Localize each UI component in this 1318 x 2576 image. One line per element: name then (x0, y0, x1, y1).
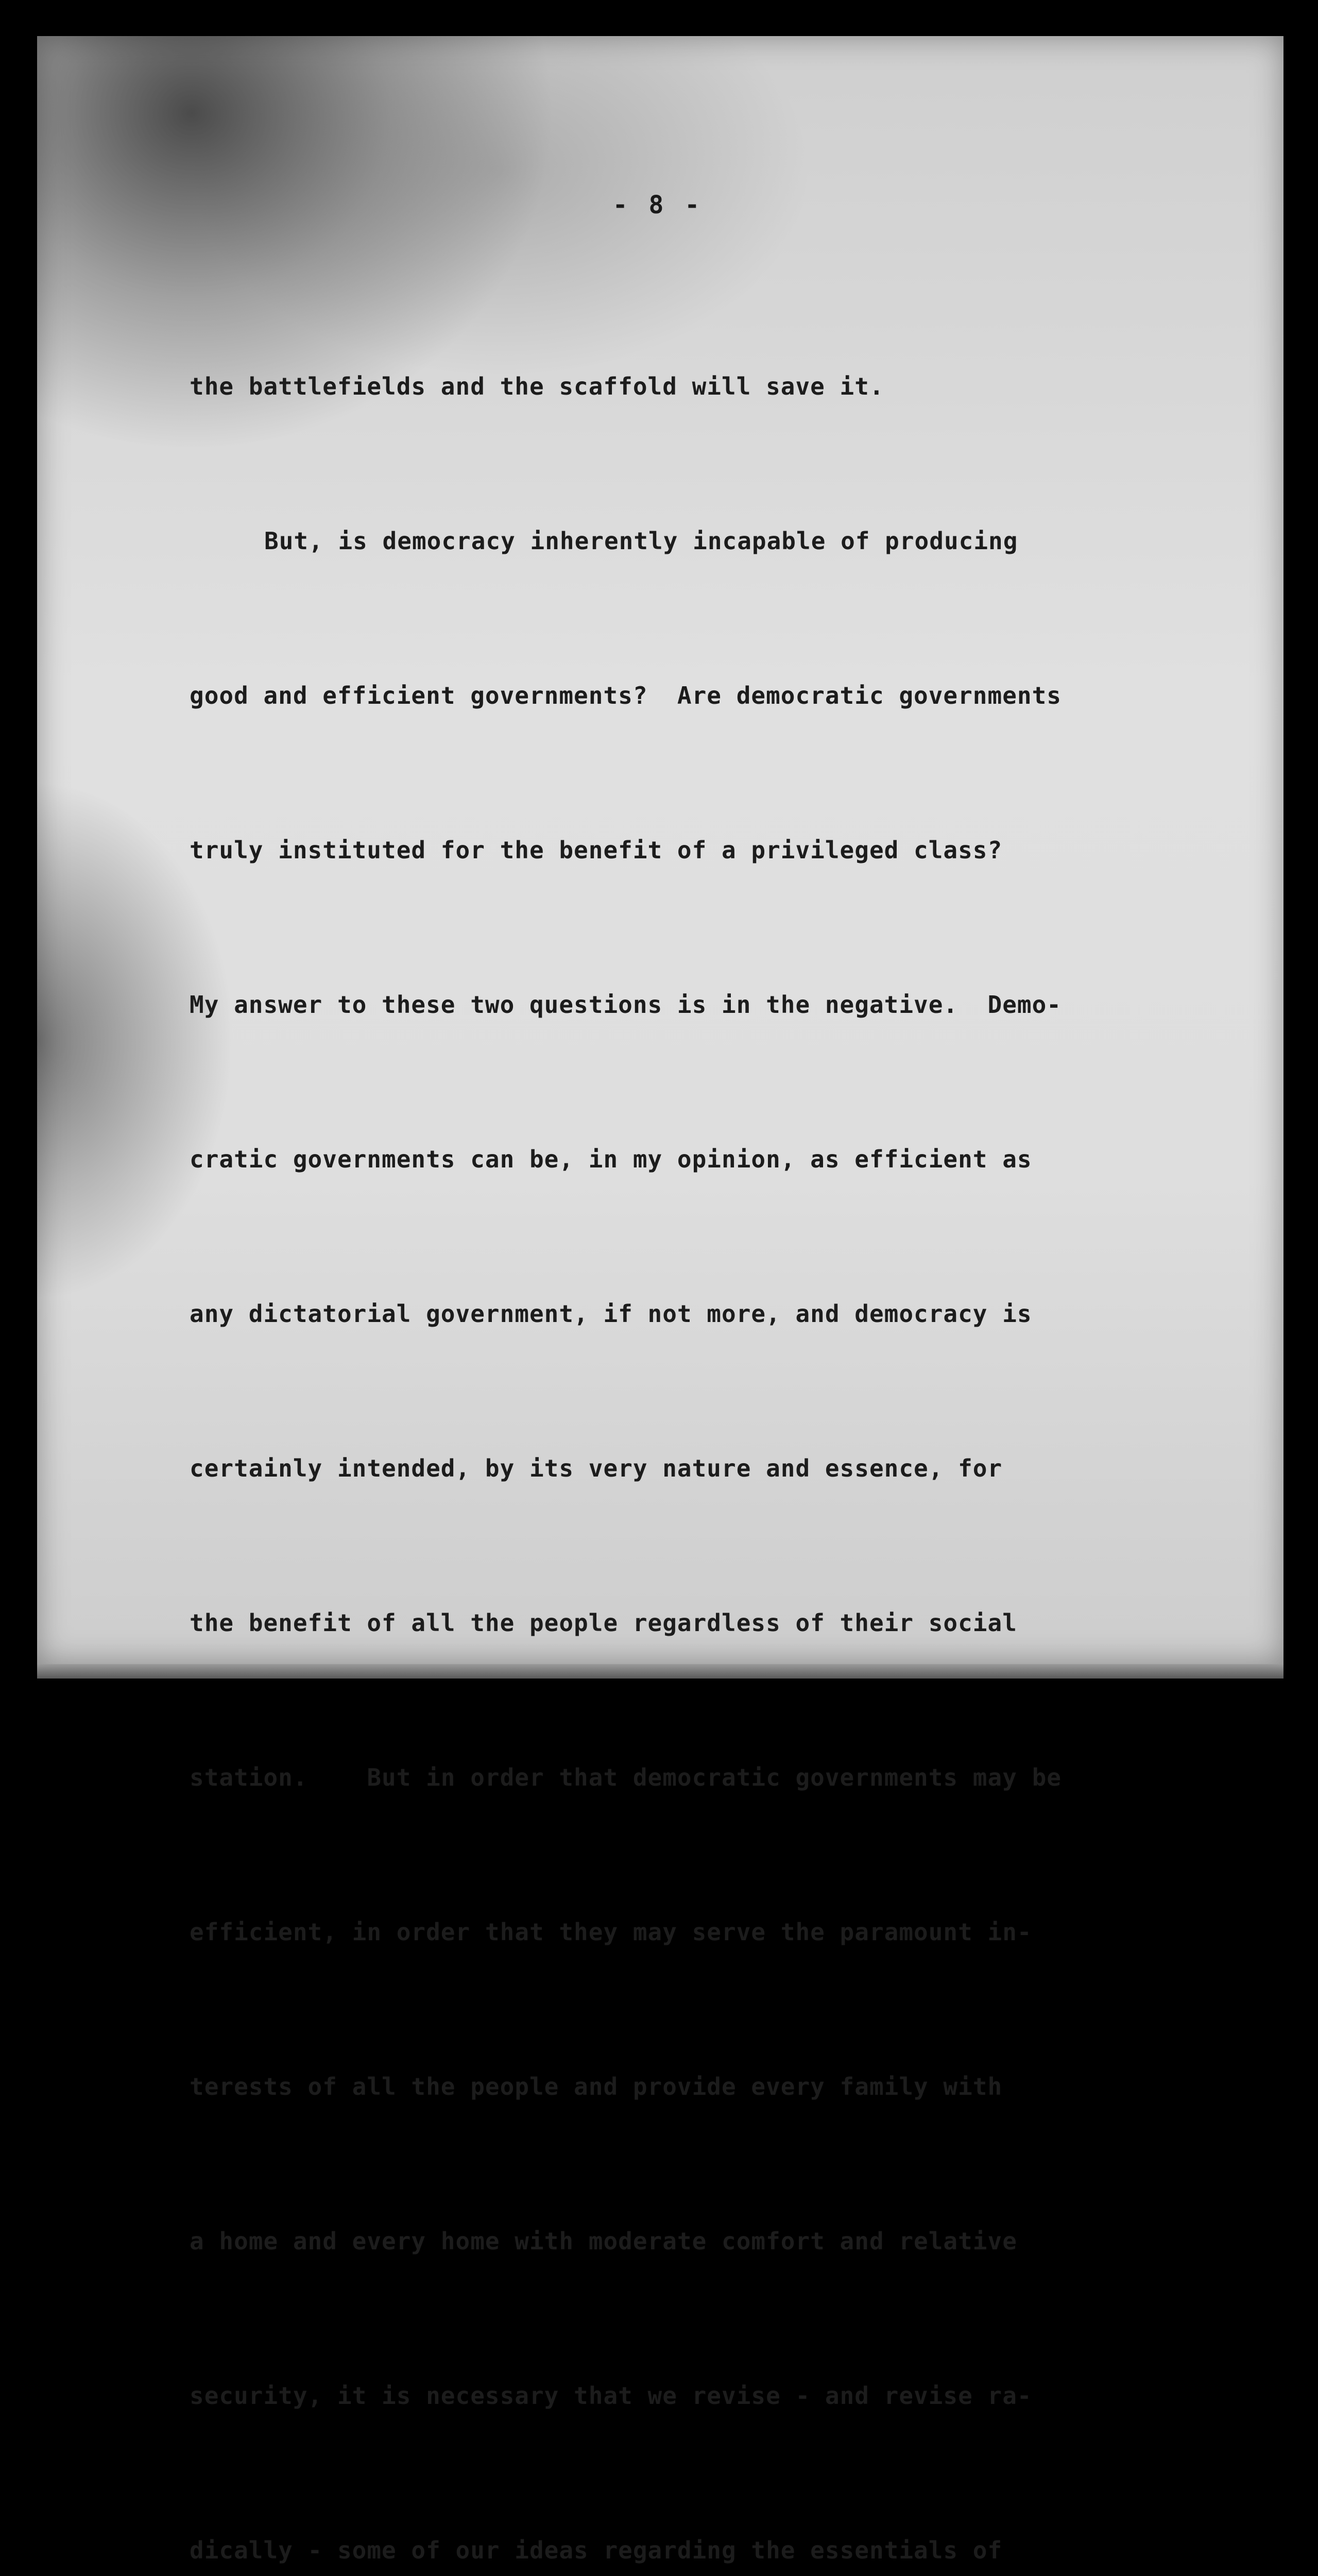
page-number: - 8 - (612, 191, 703, 219)
text-line: the battlefields and the scaffold will save it. (190, 372, 884, 400)
text-line: dically - some of our ideas regarding the essentials of (190, 2536, 1003, 2564)
text-line: cratic governments can be, in my opinion, as efficient as (190, 1145, 1032, 1173)
body-text (190, 258, 1194, 2576)
text-line: But, is democracy inherently incapable of producing (264, 527, 1018, 555)
text-line: efficient, in order that they may serve the paramount in- (190, 1918, 1032, 1946)
text-line: certainly intended, by its very nature and essence, for (190, 1454, 1003, 1482)
text-line: station. But in order that democratic governments may be (190, 1764, 1062, 1791)
text-line: My answer to these two questions is in the negative. Demo- (190, 991, 1062, 1019)
text-line: good and efficient governments? Are democratic governments (190, 682, 1062, 709)
text-line: any dictatorial government, if not more, and democracy is (190, 1300, 1032, 1328)
text-line: the benefit of all the people regardless of their social (190, 1609, 1017, 1637)
text-line: truly instituted for the benefit of a privileged class? (190, 836, 1003, 864)
text-line: terests of all the people and provide every family with (190, 2073, 1003, 2100)
text-line: a home and every home with moderate comfort and relative (190, 2227, 1017, 2255)
text-line: security, it is necessary that we revise - and revise ra- (190, 2382, 1032, 2410)
